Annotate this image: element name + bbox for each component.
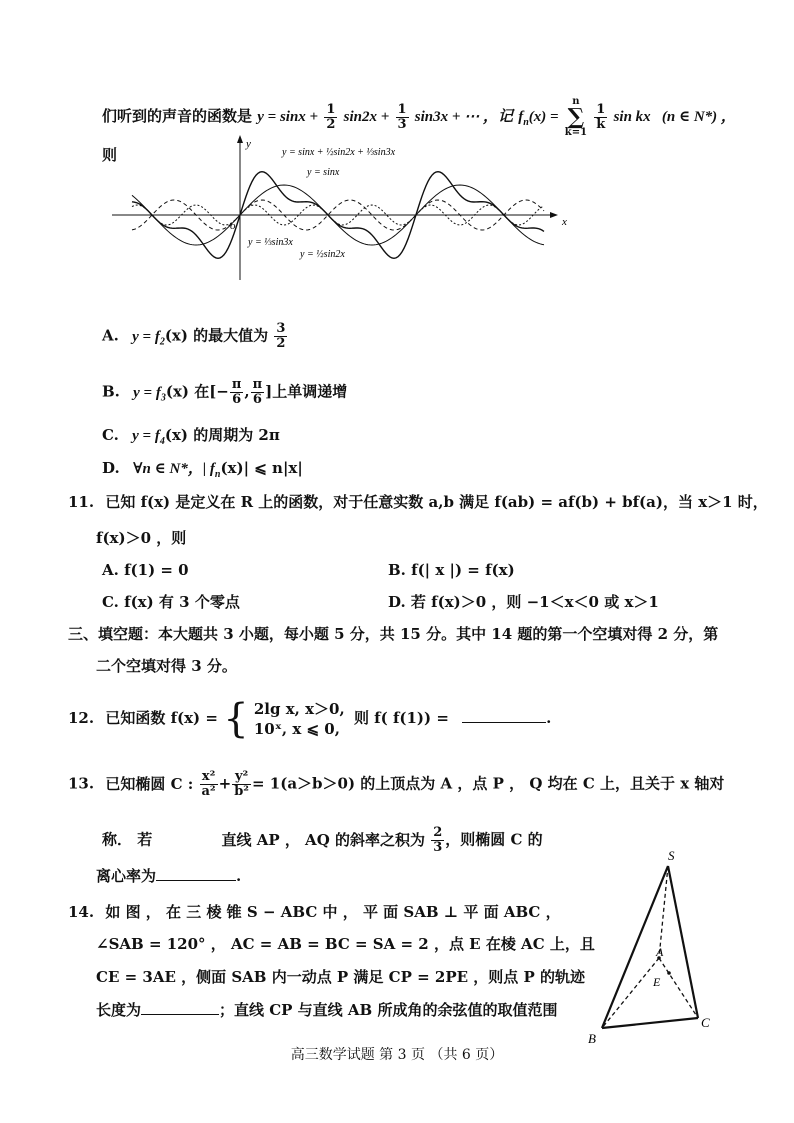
y-axis-label: y (246, 138, 251, 150)
q10-then: 则 (102, 146, 118, 164)
x-axis-label: x (562, 216, 567, 228)
q10-frac-half: $\frac{1}{2}$ (326, 101, 336, 132)
q14-answer-blank-1[interactable] (141, 1014, 219, 1015)
q10-intro: 们听到的声音的函数是 (102, 107, 253, 125)
q14-line4: 长度为 ；直线 CP 与直线 AB 所成角的余弦值的取值范围 (96, 1001, 558, 1019)
q10-option-a: A. $y = f_2(x)$ 的最大值为 $\frac{3}{2}$ (102, 321, 286, 351)
q10-term2: sin2x + (343, 109, 390, 125)
q13-number: 13. (68, 774, 95, 793)
q14-line1: 14. 如 图 ， 在 三 棱 锥 S − ABC 中 ， 平 面 SAB ⊥ 平 面 ABC ， (68, 903, 561, 921)
q13-line1: 13. 已知椭圆 C : $\frac{\text{x²}}{\text{a²}}$ + $\frac{\text{y²}}{\text{b²}}$ = 1(a＞b＞0) 的上顶点为 A ，点 P ， Q 均在 C 上，且关于 x 轴对 (68, 769, 725, 799)
q14-tetrahedron-figure (580, 846, 730, 1046)
q13-line2: 称． 若 直线 AP ， AQ 的斜率之积为 $\frac{2}{3}$ ，则椭圆 C 的 (102, 825, 543, 855)
q12-cases: 2lg x, x＞0, 10ˣ, x ⩽ 0, (253, 700, 345, 738)
q13-line3: 离心率为 . (96, 867, 242, 885)
section3-heading: 三、填空题：本大题共 3 小题，每小题 5 分，共 15 分。其中 14 题的第一个空填对得 2 分，第 (68, 625, 719, 643)
label-A: A (656, 945, 664, 959)
q11-option-a: A. f(1) = 0 (102, 561, 189, 579)
q10-graph (112, 135, 572, 280)
label-total: y = sinx + ½sin2x + ⅓sin3x (282, 147, 396, 158)
q12: 12. 已知函数 f(x) = { 2lg x, x＞0, 10ˣ, x ⩽ 0, 则 f( f(1)) = . (68, 696, 552, 742)
q11-option-c: C. f(x) 有 3 个零点 (102, 593, 240, 611)
q10-option-b: B. $y = f_3(x)$ 在[− $\frac{\pi}{6}$ , $\frac{\pi}{6}$ ]上单调递增 (102, 377, 348, 407)
label-B: B (588, 1031, 596, 1046)
label-sinx: y = sinx (307, 167, 340, 178)
q14-number: 14. (68, 903, 95, 921)
q11-option-b: B. f(| x |) = f(x) (388, 561, 515, 579)
q10-term4: sin kx (613, 109, 651, 125)
q11-number: 11. (68, 493, 95, 511)
q11-line2: f(x)＞0 ，则 (96, 529, 187, 547)
q10-frac-1k: $\frac{1}{k}$ (596, 101, 606, 132)
label-half-sin2x: y = ½sin2x (300, 249, 345, 260)
label-E: E (653, 975, 661, 989)
page-footer: 高三数学试题 第 3 页 （共 6 页） (290, 1047, 504, 1063)
q14-line2: ∠SAB = 120° ， AC = AB = BC = SA = 2 ，点 E 在棱 AC 上，且 (96, 935, 595, 953)
q14-line3: CE = 3AE ，侧面 SAB 内一动点 P 满足 CP = 2PE ，则点 P 的轨迹 (96, 968, 585, 986)
x-axis-arrow (550, 212, 558, 218)
q12-answer-blank[interactable] (462, 722, 546, 723)
label-C: C (701, 1015, 710, 1030)
q10-term3: sin3x + ⋯ ，记 (414, 109, 513, 125)
edge-BC (602, 1018, 698, 1028)
q10-option-d: D. ∀n ∈ N*，| $f_n(x)|$ ⩽ n|x| (102, 459, 303, 480)
q13-answer-blank[interactable] (156, 880, 236, 881)
section3-heading-cont: 二个空填对得 3 分。 (96, 657, 237, 675)
q10-cond: (n ∈ N*) ， (661, 109, 736, 125)
q12-brace: { (223, 696, 249, 742)
q10-sum: n ∑ k=1 (564, 96, 588, 138)
q11-option-d: D. 若 f(x)＞0 ，则 −1＜x＜0 或 x＞1 (388, 593, 659, 611)
q10-option-c: C. $y = f_4(x)$ 的周期为 2π (102, 426, 280, 447)
y-axis-arrow (237, 135, 243, 143)
q12-number: 12. (68, 709, 95, 727)
q11-line1: 11. 已知 f(x) 是定义在 R 上的函数，对于任意实数 a,b 满足 f(ab) = af(b) + bf(a)，当 x＞1 时， (68, 493, 768, 511)
q10-stem-line (102, 96, 736, 138)
q10-func-lhs: y = sinx + (257, 109, 319, 125)
edge-AB (602, 958, 659, 1028)
origin-label: o (230, 220, 236, 232)
q10-fn-lhs: $f_n(x)$ = (518, 109, 559, 128)
label-S: S (668, 848, 675, 863)
point-E (667, 971, 671, 975)
q10-frac-third: $\frac{1}{3}$ (397, 101, 407, 132)
label-third-sin3x: y = ⅓sin3x (248, 237, 293, 248)
